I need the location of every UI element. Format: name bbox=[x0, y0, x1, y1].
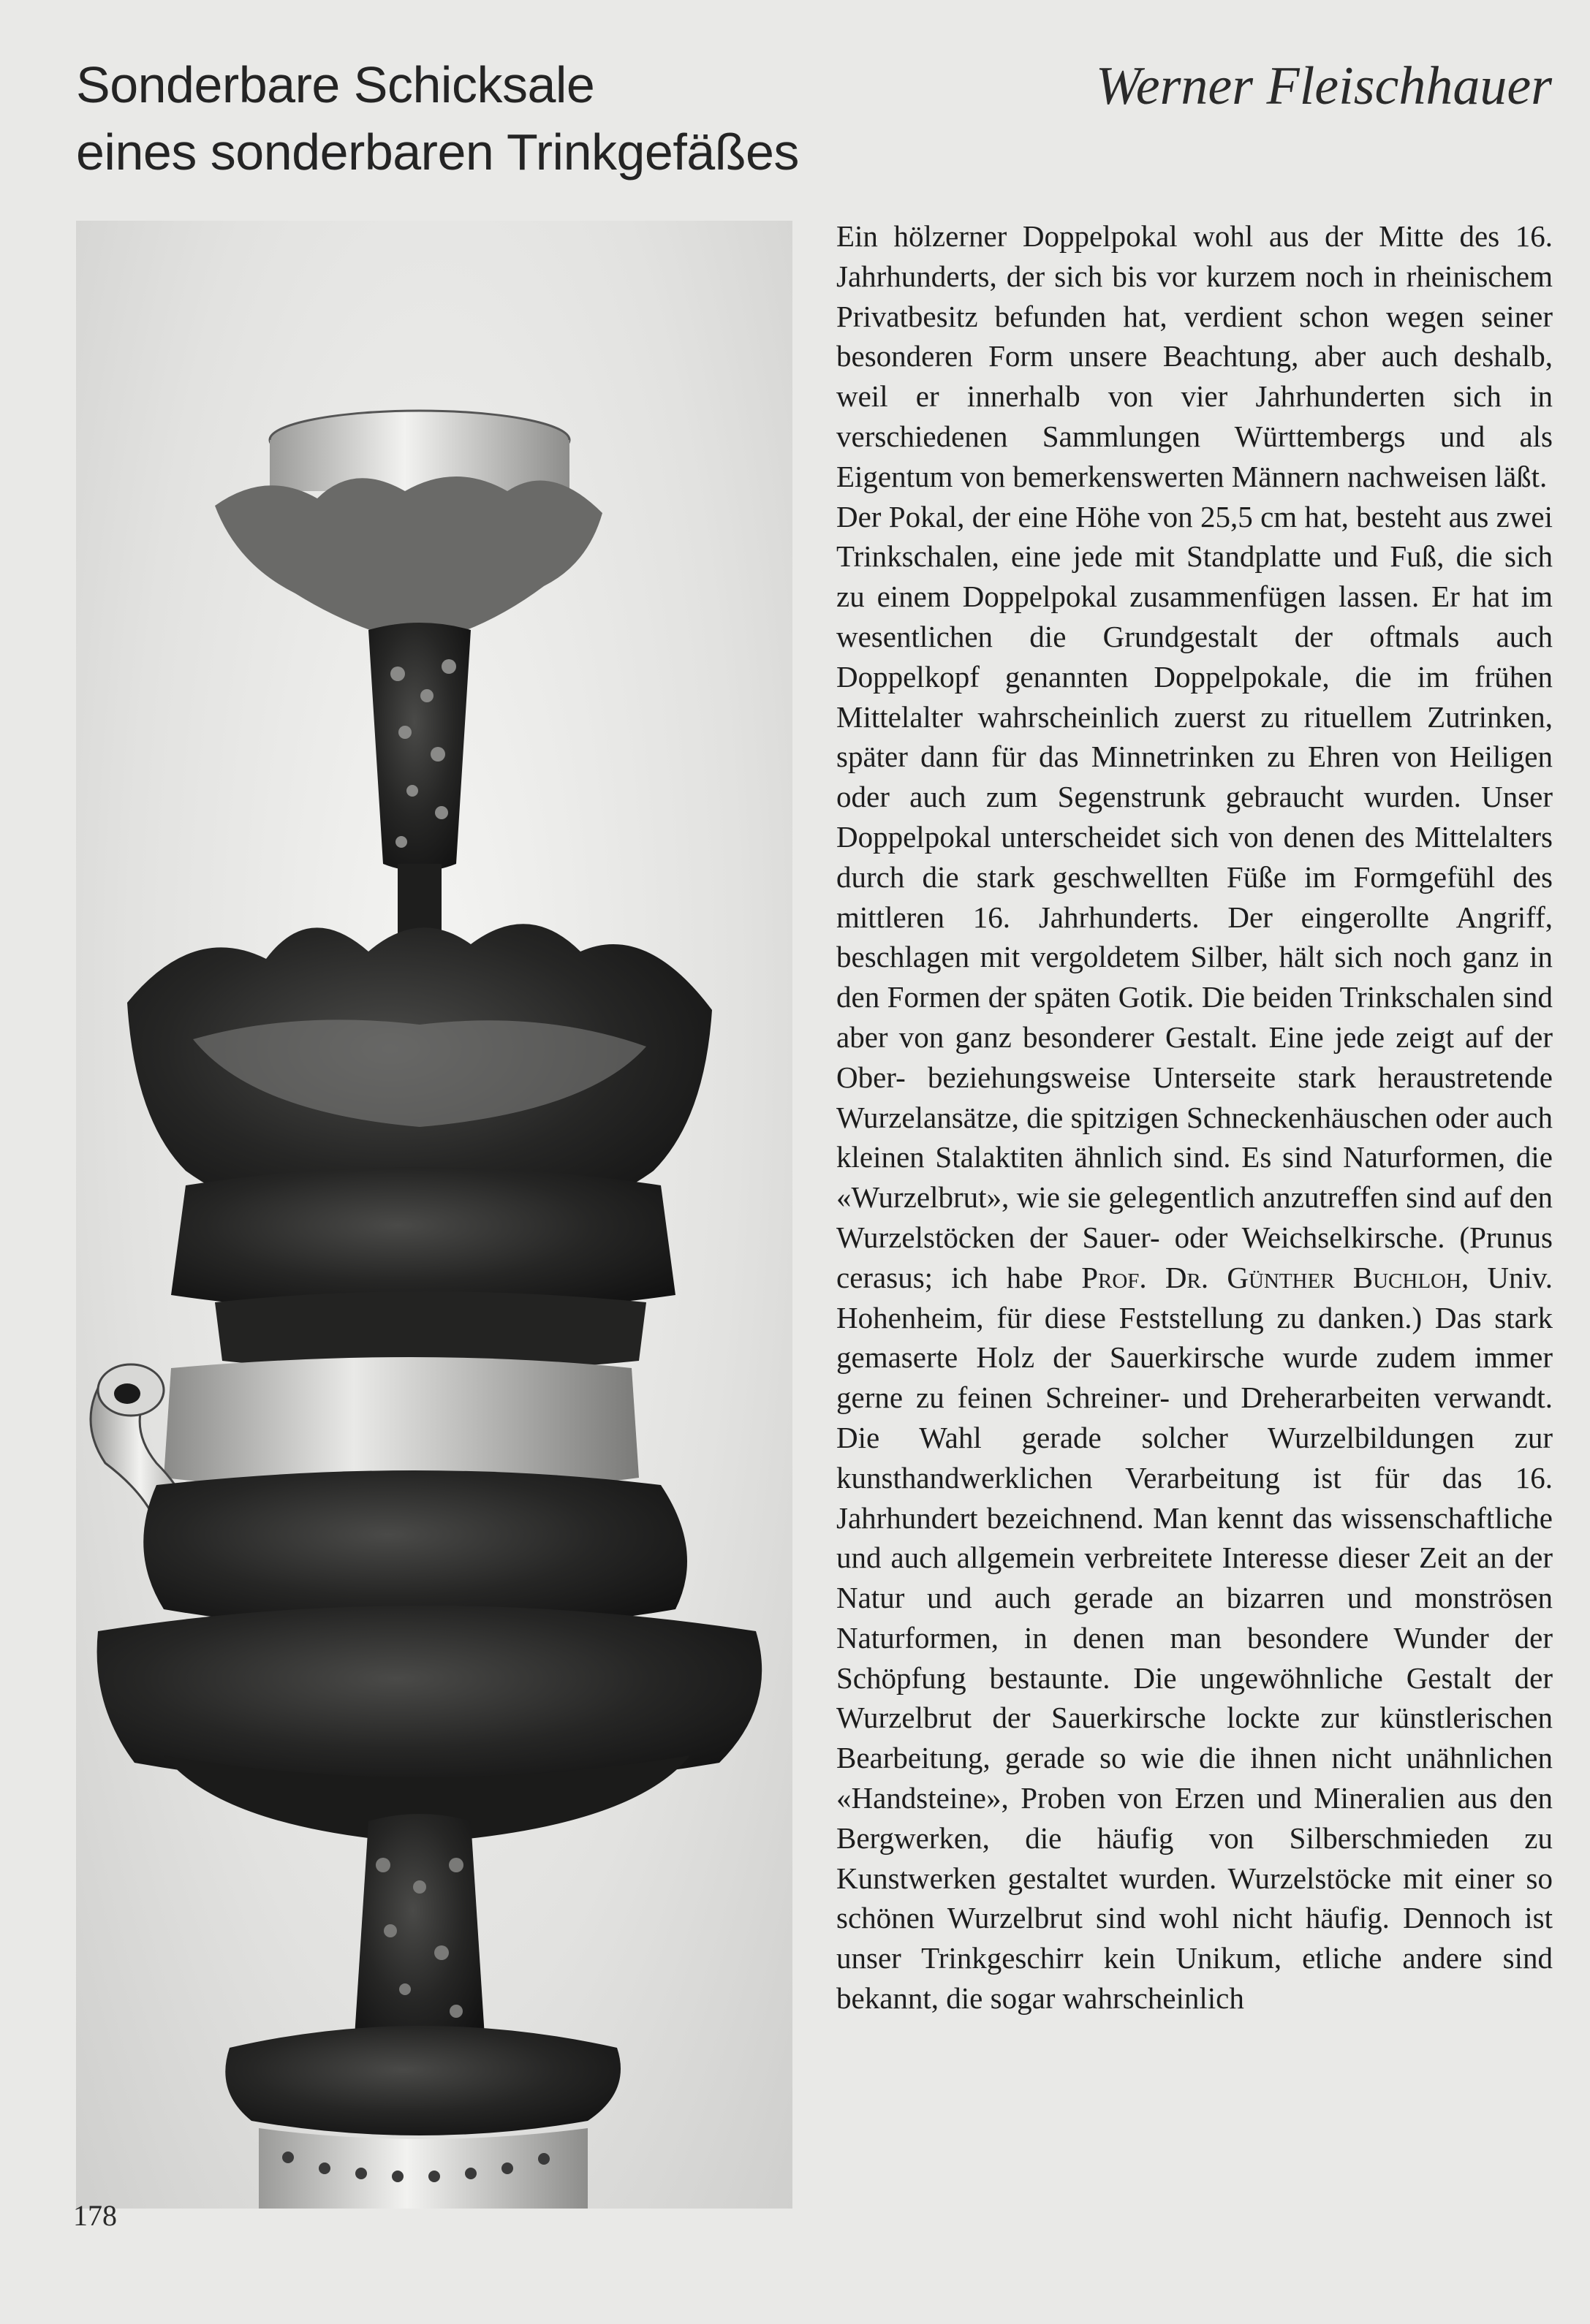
double-cup-illustration bbox=[76, 221, 792, 2209]
title-line-1: Sonderbare Schicksale bbox=[76, 56, 595, 113]
paragraph-2-text-a: Der Pokal, der eine Höhe von 25,5 cm hat, besteht aus zwei Trinkschalen, eine jede mit Standplatte und Fuß, die sich zu einem Doppelpokal zusammenfügen lassen. Er hat im wesentlichen die Grundgestalt der oftmals auch Doppelkopf genannten Doppelpokale, die im frühen Mittelalter wahrscheinlich zuerst zu rituellem Zutrinken, später dann für das Minnetrinken zu Ehren von Heiligen oder auch zum Segenstrunk gebraucht wurden. Unser Doppelpokal unterscheidet sich von denen des Mittelalters durch die stark geschwellten Füße im Formgefühl des mittleren 16. Jahrhunderts. Der eingerollte Angriff, beschlagen mit vergoldetem Silber, hält sich noch ganz in den Formen der späten Gotik. Die beiden Trinkschalen sind aber von ganz besonderer Gestalt. Eine jede zeigt auf der Ober- beziehungsweise Unterseite stark heraustretende Wurzelansätze, die spitzigen Schneckenhäuschen oder auch kleinen Stalaktiten ähnlich sind. Es sind Naturformen, die «Wurzelbrut», wie sie gelegentlich anzutreffen sind auf den Wurzelstöcken der Sauer- oder Weichselkirsche. (Prunus cerasus; ich habe bbox=[836, 499, 1553, 1294]
cited-person-name: Prof. Dr. Günther Buchloh bbox=[1081, 1260, 1461, 1294]
paragraph-1: Ein hölzerner Doppelpokal wohl aus der Mitte des 16. Jahrhunderts, der sich bis vor kurzem noch in rheinischem Privatbesitz befunden hat, verdient schon wegen seiner besonderen Form unsere Beachtung, aber auch deshalb, weil er innerhalb von vier Jahrhunderten sich in verschiedenen Sammlungen Württembergs und als Eigentum von bemerkenswerten Männern nachweisen läßt. bbox=[836, 219, 1553, 493]
title-line-2: eines sonderbaren Trinkgefäßes bbox=[76, 124, 799, 181]
page-number: 178 bbox=[73, 2199, 117, 2232]
paragraph-2-text-b: , Univ. Hohenheim, für diese Feststellung zu danken.) Das stark gemaserte Holz der Sauerkirsche wurde zudem immer gerne zu feinen Schreiner- und Dreherarbeiten verwandt. Die Wahl gerade solcher Wurzelbildungen zur kunsthandwerklichen Verarbeitung ist für das 16. Jahrhundert bezeichnend. Man kennt das wissenschaftliche und auch allgemein verbreitete Interesse dieser Zeit an der Natur und auch gerade an bizarren und monströsen Naturformen, in denen man besondere Wunder der Schöpfung bestaunte. Die ungewöhnliche Gestalt der Wurzelbrut der Sauerkirsche lockte zur künstlerischen Bearbeitung, gerade so wie die ihnen nicht unähnlichen «Handsteine», Proben von Erzen und Mineralien aus den Bergwerken, die häufig von Silberschmieden zu Kunstwerken gestaltet wurden. Wurzelstöcke mit einer so schönen Wurzelbrut sind wohl nicht häufig. Dennoch ist unser Trinkgeschirr kein Unikum, etliche andere sind bekannt, die sogar wahrscheinlich bbox=[836, 1260, 1553, 2016]
article-body bbox=[836, 216, 1553, 2019]
paragraph-2 bbox=[836, 497, 1553, 2019]
author-name: Werner Fleischhauer bbox=[1095, 56, 1552, 116]
article-title bbox=[76, 51, 799, 186]
double-cup-photo bbox=[76, 221, 792, 2209]
